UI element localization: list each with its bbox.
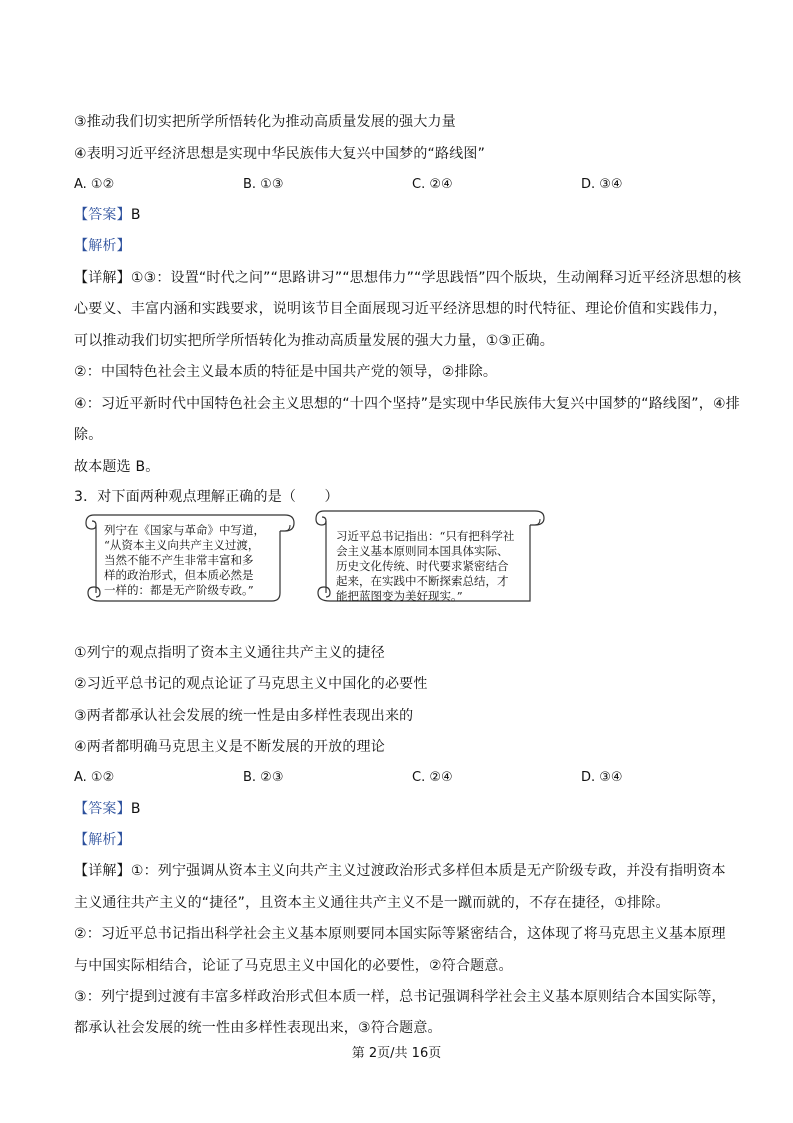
q3-answer-value: B — [130, 801, 141, 817]
q3-detail-line: 主义通往共产主义的“捷径”，且资本主义通往共产主义不是一蹴而就的，不存在捷径，①排除。 — [74, 895, 670, 911]
option-a: A. ①② — [74, 177, 115, 192]
detail-line: 除。 — [74, 427, 103, 443]
q3-option-c: C. ②④ — [412, 770, 453, 785]
option-c: C. ②④ — [412, 177, 453, 192]
q3-detail-line: 与中国实际相结合，论证了马克思主义中国化的必要性，②符合题意。 — [74, 958, 513, 974]
statement-3: ③推动我们切实把所学所悟转化为推动高质量发展的强大力量 — [74, 114, 456, 130]
q3-option-a: A. ①② — [74, 770, 115, 785]
q3-detail-line: ③：列宁提到过渡有丰富多样政治形式但本质一样，总书记强调科学社会主义基本原则结合本国实际等， — [74, 989, 726, 1005]
detail-line: ②：中国特色社会主义最本质的特征是中国共产党的领导，②排除。 — [74, 364, 498, 380]
answer-line — [74, 205, 141, 225]
xi-quote-text: 习近平总书记指出：“只有把科学社 会主义基本原则同本国具体实际、 历史文化传统、时代要求紧密结合 起来，在实践中不断探索总结，才 能把蓝图变为美好现实。” — [336, 529, 515, 603]
scroll-quote-xi — [310, 505, 550, 607]
q3-detail-line: ②：习近平总书记指出科学社会主义基本原则要同本国实际等紧密结合，这体现了将马克思主义基本原理 — [74, 926, 726, 942]
detail-line: 故本题选 B。 — [74, 459, 160, 475]
q3-detail-tag: 【详解】 — [74, 863, 131, 879]
q3-statement-2: ②习近平总书记的观点论证了马克思主义中国化的必要性 — [74, 676, 428, 692]
lenin-quote-text: 列宁在《国家与革命》中写道， “从资本主义向共产主义过渡， 当然不能不产生非常丰富和多 样的政治形式，但本质必然是 一样的：都是无产阶级专政。” — [104, 523, 265, 597]
q3-answer-tag: 【答案】 — [74, 801, 131, 817]
scroll-quote-lenin — [80, 505, 302, 607]
q3-analysis-tag: 【解析】 — [74, 832, 131, 848]
q3-option-d: D. ③④ — [581, 770, 623, 785]
detail-line: ④：习近平新时代中国特色社会主义思想的“十四个坚持”是实现中华民族伟大复兴中国梦的“路线图”，④排 — [74, 396, 740, 412]
q3-detail-line — [74, 861, 726, 881]
detail-text: ①③：设置“时代之问”“思路讲习”“思想伟力”“学思践悟”四个版块，生动阐释习近平经济思想的核 — [130, 270, 742, 286]
detail-line: 心要义、丰富内涵和实践要求，说明该节目全面展现习近平经济思想的时代特征、理论价值和实践伟力， — [74, 301, 728, 317]
q3-statement-3: ③两者都承认社会发展的统一性是由多样性表现出来的 — [74, 708, 414, 724]
detail-tag: 【详解】 — [74, 270, 131, 286]
analysis-tag: 【解析】 — [74, 238, 131, 254]
option-d: D. ③④ — [581, 177, 623, 192]
q3-option-b: B. ②③ — [243, 770, 284, 785]
answer-value: B — [130, 207, 141, 223]
q3-statement-4: ④两者都明确马克思主义是不断发展的开放的理论 — [74, 739, 385, 755]
detail-line: 可以推动我们切实把所学所悟转化为推动高质量发展的强大力量，①③正确。 — [74, 333, 554, 349]
q3-answer-line — [74, 799, 141, 819]
page-footer: 第 2页/共 16页 — [351, 1046, 442, 1061]
q3-detail-line: 都承认社会发展的统一性由多样性表现出来，③符合题意。 — [74, 1020, 442, 1036]
q3-statement-1: ①列宁的观点指明了资本主义通往共产主义的捷径 — [74, 645, 385, 661]
statement-4: ④表明习近平经济思想是实现中华民族伟大复兴中国梦的“路线图” — [74, 146, 486, 162]
question-3-stem: 3．对下面两种观点理解正确的是（ ） — [74, 489, 339, 505]
q3-detail-text: ①：列宁强调从资本主义向共产主义过渡政治形式多样但本质是无产阶级专政，并没有指明资本 — [130, 863, 726, 879]
option-b: B. ①③ — [243, 177, 284, 192]
answer-tag: 【答案】 — [74, 207, 131, 223]
detail-line — [74, 268, 741, 288]
